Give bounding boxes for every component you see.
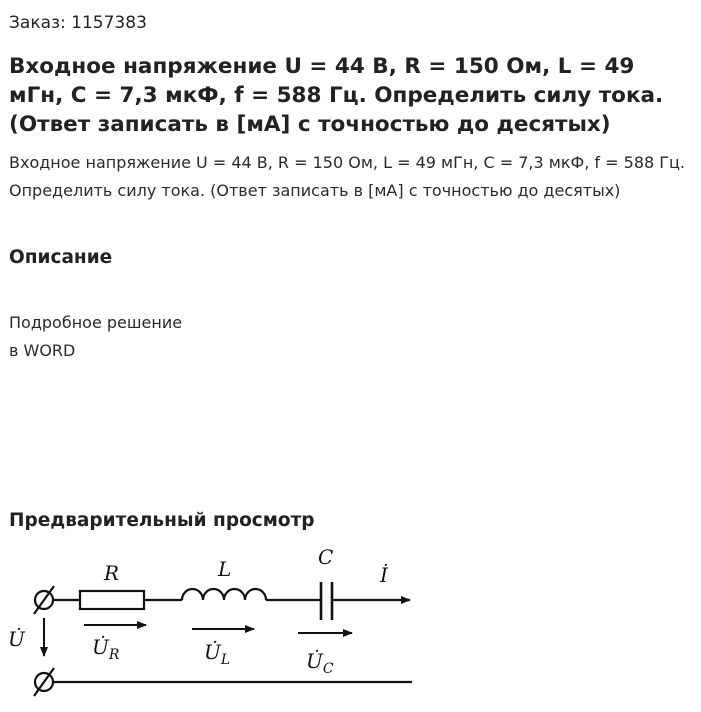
capacitor-label: C: [318, 545, 334, 569]
inductor-label: L: [218, 557, 232, 581]
bottom-terminal: [34, 668, 54, 696]
task-body: Входное напряжение U = 44 В, R = 150 Ом, L = 49 мГн, С = 7,3 мкФ, f = 588 Гц. Определить силу тока. (Ответ записать в [мА] с точностью до десятых): [9, 153, 685, 200]
order-number: Заказ: 1157383: [9, 13, 147, 33]
inductor-voltage-label: $U̇_L$: [204, 640, 231, 668]
description-heading: Описание: [9, 247, 113, 268]
capacitor-voltage-label: $U̇_C$: [306, 649, 334, 677]
capacitor: [321, 582, 332, 620]
resistor: [80, 591, 144, 609]
resistor-label: R: [104, 561, 120, 585]
inductor: [182, 589, 266, 600]
source-voltage-label: U̇: [8, 627, 25, 651]
preview-heading: Предварительный просмотр: [9, 510, 315, 531]
circuit-diagram: [0, 538, 430, 712]
current-label: İ: [380, 563, 388, 587]
description-line-2: в WORD: [9, 341, 76, 360]
top-terminal: [34, 586, 54, 614]
description-line-1: Подробное решение: [9, 313, 183, 332]
resistor-voltage-label: $U̇_R$: [92, 635, 120, 663]
task-title: Входное напряжение U = 44 В, R = 150 Ом, L = 49 мГн, С = 7,3 мкФ, f = 588 Гц. Определить силу тока. (Ответ записать в [мА] с точностью до десятых): [9, 54, 664, 137]
description-body: [9, 309, 182, 365]
